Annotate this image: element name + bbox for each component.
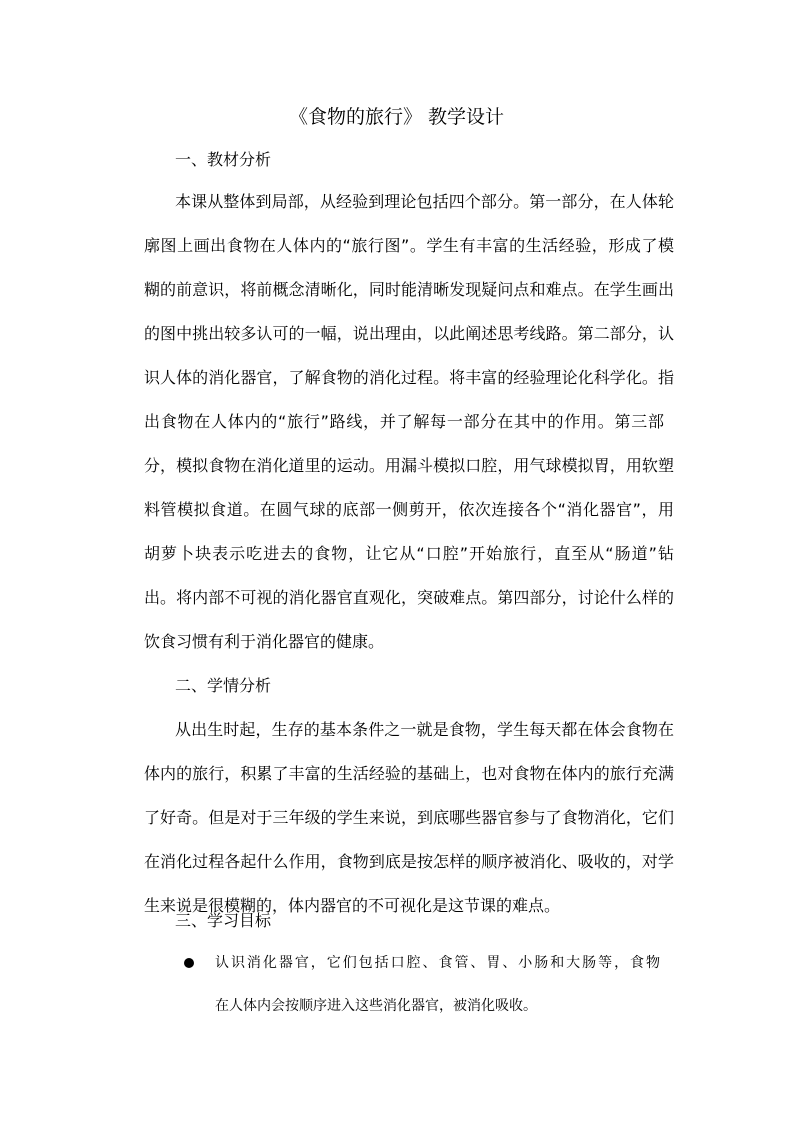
paragraph-line: 的图中挑出较多认可的一幅，说出理由，以此阐述思考线路。第二部分，认 [144,324,674,343]
paragraph-line: 胡萝卜块表示吃进去的食物，让它从“口腔”开始旅行，直至从“肠道”钻 [144,544,674,563]
paragraph-line: 出。将内部不可视的消化器官直观化，突破难点。第四部分，讨论什么样的 [144,588,674,607]
bullet-item-line: 认识消化器官，它们包括口腔、食管、胃、小肠和大肠等，食物 [215,955,660,971]
paragraph-line: 本课从整体到局部，从经验到理论包括四个部分。第一部分，在人体轮 [175,192,674,211]
document-title: 《食物的旅行》 教学设计 [288,106,505,128]
paragraph-line: 分，模拟食物在消化道里的运动。用漏斗模拟口腔，用气球模拟胃，用软塑 [144,456,674,475]
paragraph-line: 从出生时起，生存的基本条件之一就是食物，学生每天都在体会食物在 [175,720,674,739]
paragraph-line: 生来说是很模糊的，体内器官的不可视化是这节课的难点。 [144,896,561,915]
paragraph-line: 体内的旅行，积累了丰富的生活经验的基础上，也对食物在体内的旅行充满 [144,764,674,783]
paragraph-line: 糊的前意识，将前概念清晰化，同时能清晰发现疑问点和难点。在学生画出 [144,280,674,299]
paragraph-line: 饮食习惯有利于消化器官的健康。 [144,632,385,651]
bullet-item-line: 在人体内会按顺序进入这些消化器官，被消化吸收。 [215,998,537,1014]
paragraph-line: 识人体的消化器官，了解食物的消化过程。将丰富的经验理论化科学化。指 [144,368,674,387]
paragraph-line: 廓图上画出食物在人体内的“旅行图”。学生有丰富的生活经验，形成了模 [144,236,674,255]
paragraph-line: 出食物在人体内的“旅行”路线，并了解每一部分在其中的作用。第三部 [144,412,664,431]
section-heading-textbook-analysis: 一、教材分析 [175,150,272,169]
section-heading-learning-objectives: 三、学习目标 [175,911,272,930]
bullet-icon [184,958,194,968]
section-heading-learner-analysis: 二、学情分析 [175,676,272,695]
paragraph-line: 了好奇。但是对于三年级的学生来说，到底哪些器官参与了食物消化，它们 [144,808,674,827]
paragraph-line: 在消化过程各起什么作用，食物到底是按怎样的顺序被消化、吸收的，对学 [144,852,674,871]
paragraph-line: 料管模拟食道。在圆气球的底部一侧剪开，依次连接各个“消化器官”，用 [144,500,674,519]
